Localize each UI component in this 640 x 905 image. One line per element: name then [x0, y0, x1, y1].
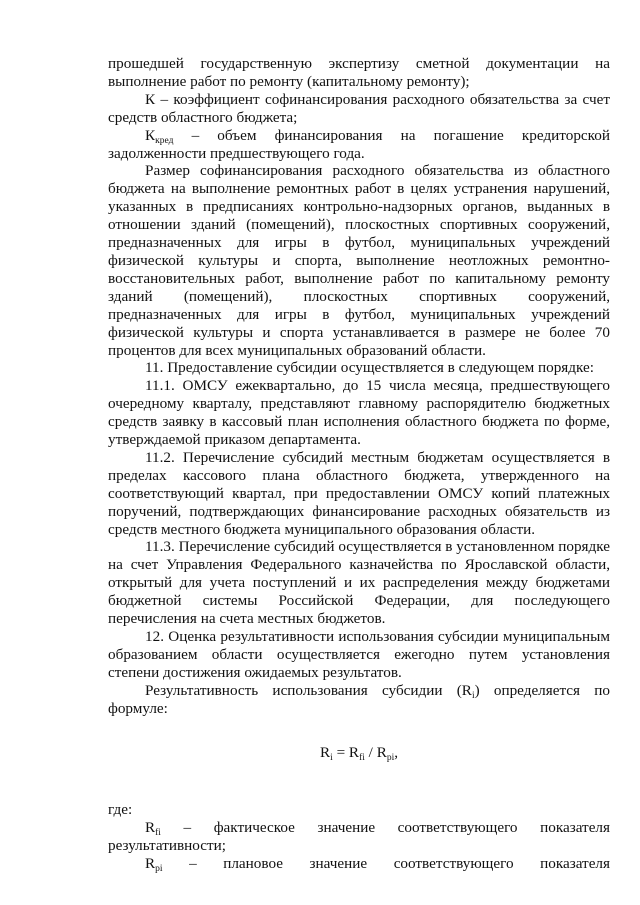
definition-rfi-subscript: fi	[155, 828, 161, 839]
paragraph-11-3: 11.3. Перечисление субсидий осуществляется в установленном порядке на счет Управления Федерального казначейства по Ярославской области, открытый для учета поступлений и их распределения между бюджетами бюджетной системы Российской Федерации, для последующего перечисления на счета местных бюджетов.	[108, 538, 610, 628]
paragraph-11-1: 11.1. ОМСУ ежеквартально, до 15 числа месяца, предшествующего очередному кварталу, представляют главному распорядителю бюджетных средств заявку в кассовый план исполнения областного бюджета по форме, утверждаемой приказом департамента.	[108, 377, 610, 449]
paragraph-k-coefficient: К – коэффициент софинансирования расходного обязательства за счет средств областного бюджета;	[108, 90, 610, 126]
formula-sub-pi: pi	[386, 752, 395, 763]
paragraph-12: 12. Оценка результативности использования субсидии муниципальным образованием области осуществляется ежегодно путем установления степени достижения ожидаемых результатов.	[108, 628, 610, 681]
definition-rfi-text: – фактическое значение соответствующего показателя результативности;	[108, 819, 610, 855]
paragraph-cofinancing-size: Размер софинансирования расходного обязательства из областного бюджета на выполнение ремонтных работ в целях устранения нарушений, указанных в предписаниях контрольно-надзорных органов, выданных в отношении зданий (помещений), плоскостных спортивных сооружений, предназначенных для игры в футбол, муниципальных учреждений физической культуры и спорта, выполнение неотложных ремонтно-восстановительных работ, выполнение работ по капитальному ремонту зданий (помещений), плоскостных спортивных сооружений, предназначенных для игры в футбол, муниципальных учреждений физической культуры и спорта устанавливается в размере не более 70 процентов для всех муниципальных образований области.	[108, 162, 610, 359]
effectiveness-text-before: Результативность использования субсидии (R	[145, 681, 472, 699]
definition-rfi	[108, 819, 610, 855]
definition-rpi-subscript: pi	[155, 864, 163, 875]
formula-sub-fi: fi	[359, 752, 365, 763]
where-label: где:	[108, 801, 133, 819]
formula-equals: = R	[332, 743, 360, 761]
symbol-k: К	[145, 126, 156, 144]
paragraph-k-cred-text: – объем финансирования на погашение кредиторской задолженности предшествующего года.	[108, 126, 610, 162]
effectiveness-text-after: ) определяется по формуле:	[108, 681, 610, 717]
paragraph-11-2: 11.2. Перечисление субсидий местным бюджетам осуществляется в пределах кассового плана областного бюджета, утвержденного на соответствующий квартал, при предоставлении ОМСУ копий платежных поручений, подтверждающих финансирование расходных обязательств из средств местного бюджета муниципального образования области.	[108, 448, 610, 538]
definition-rpi	[108, 855, 610, 873]
formula	[108, 744, 610, 762]
definition-rpi-symbol: R	[145, 855, 156, 873]
paragraph-11: 11. Предоставление субсидии осуществляется в следующем порядке:	[145, 359, 594, 377]
symbol-k-subscript: кред	[155, 135, 174, 146]
paragraph-continuation: прошедшей государственную экспертизу сметной документации на выполнение работ по ремонту (капитальному ремонту);	[108, 55, 610, 90]
formula-sub-i: i	[330, 752, 333, 763]
formula-end: ,	[394, 743, 399, 761]
paragraph-effectiveness	[108, 682, 610, 718]
definition-rpi-text: – плановое значение соответствующего показателя	[162, 855, 610, 873]
formula-divide: / R	[364, 743, 387, 761]
paragraph-k-cred	[108, 127, 610, 163]
definition-rfi-symbol: R	[145, 819, 156, 837]
effectiveness-subscript: i	[471, 690, 475, 701]
formula-r: R	[319, 743, 331, 761]
